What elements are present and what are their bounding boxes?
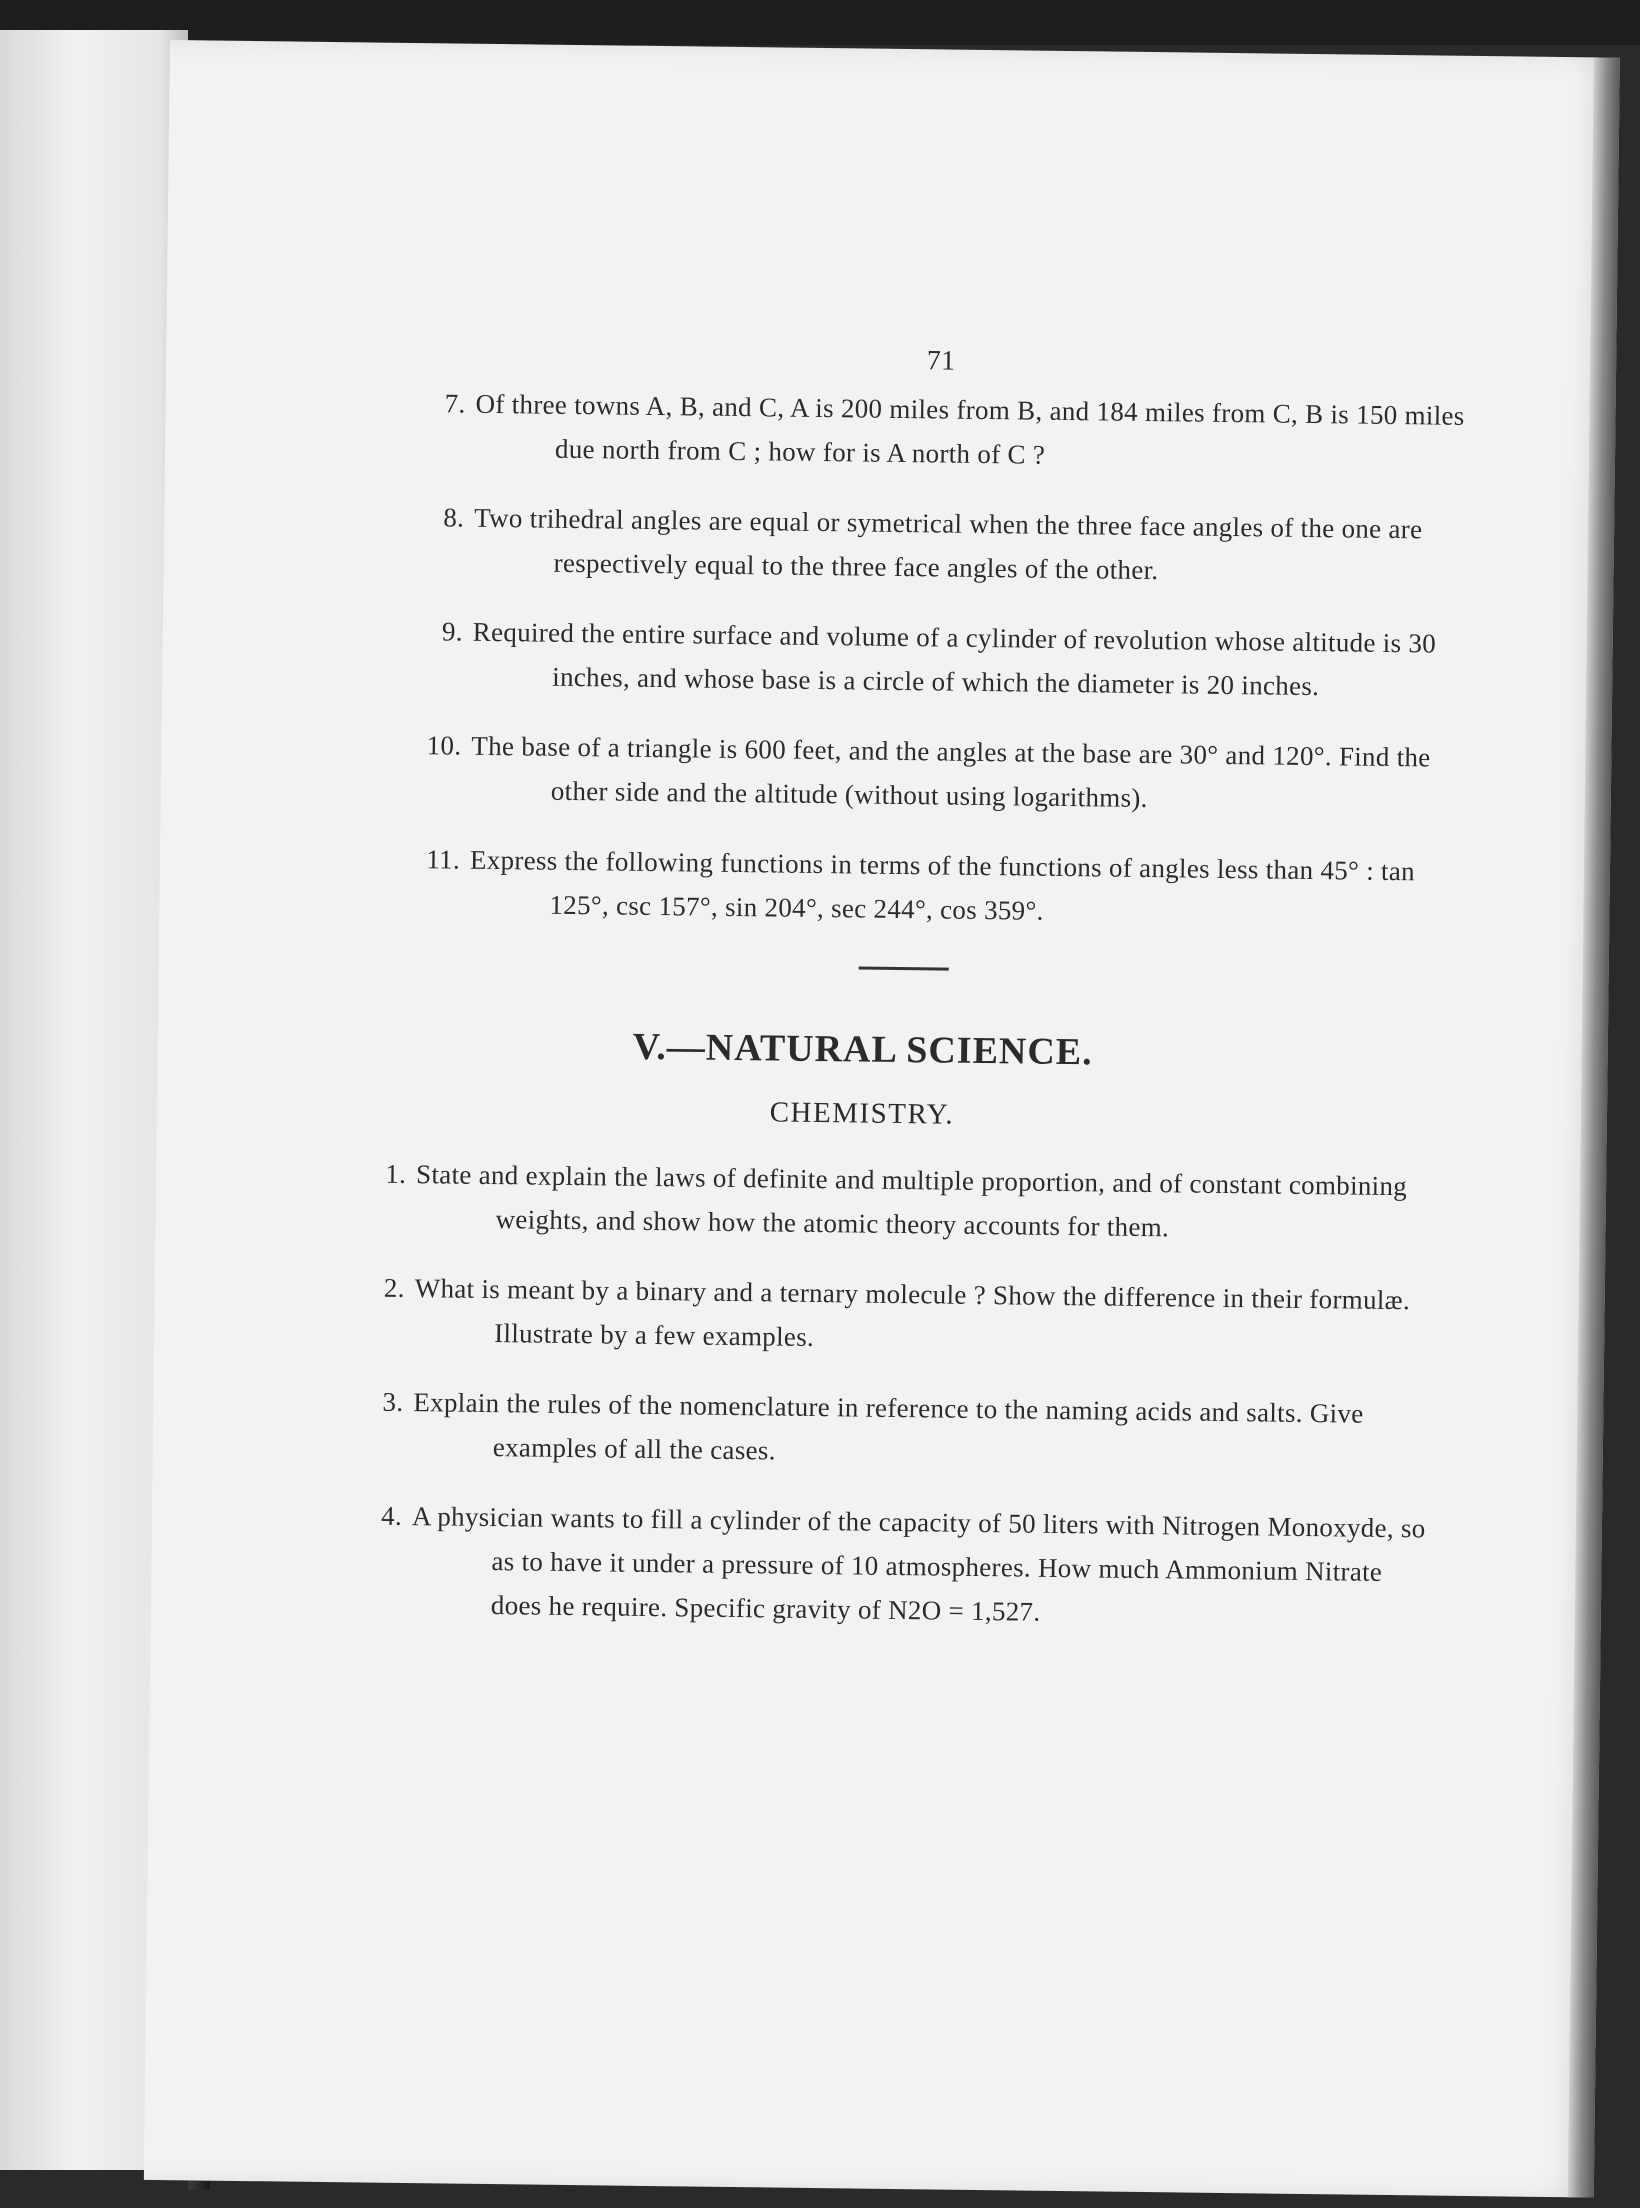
- question-number: 9.: [441, 616, 463, 647]
- scan-top-border: [0, 0, 1640, 45]
- question-text: Two trihedral angles are equal or symetrical when the three face angles of the one are respectively equal to the three face angles of the other.: [474, 502, 1423, 586]
- question-item: [393, 495, 1464, 596]
- question-text: Of three towns A, B, and C, A is 200 miles from B, and 184 miles from C, B is 150 miles due north from C ; how for is A north of C ?: [475, 388, 1465, 470]
- question-number: 7.: [444, 388, 466, 419]
- question-number: 8.: [443, 502, 465, 533]
- question-item: [395, 381, 1466, 482]
- question-number: 4.: [380, 1500, 403, 1531]
- question-item: [363, 1379, 1434, 1480]
- page-content: [380, 333, 1466, 1665]
- question-number: 3.: [382, 1386, 404, 1417]
- section-divider: [859, 966, 949, 970]
- section-title: V.—NATURAL SCIENCE.: [632, 1025, 1093, 1074]
- question-text: Express the following functions in terms of the functions of angles less than 45° : tan 125°, csc 157°, sin 204°, sec 244°, cos 359°.: [469, 844, 1416, 926]
- question-item: [365, 1151, 1436, 1252]
- question-text: A physician wants to fill a cylinder of the capacity of 50 liters with Nitrogen Monoxyde, so as to have it under a pressure of 10 atmospheres. How much Ammonium Nitrate does he require. Specific gravity of N2O = 1,527.: [411, 1501, 1426, 1627]
- question-text: What is meant by a binary and a ternary molecule ? Show the difference in their formulæ. Illustrate by a few examples.: [414, 1273, 1411, 1352]
- question-number: 1.: [385, 1158, 407, 1189]
- chemistry-questions: [361, 1151, 1437, 1638]
- page-number: 71: [926, 345, 956, 377]
- page-edge: [1568, 57, 1620, 2197]
- document-page: [144, 40, 1620, 2198]
- question-item: [391, 723, 1462, 824]
- question-item: [364, 1265, 1435, 1366]
- question-text: State and explain the laws of definite and multiple proportion, and of constant combining weights, and show how the atomic theory accounts for them.: [415, 1159, 1408, 1243]
- question-number: 11.: [426, 844, 461, 875]
- question-item: [389, 837, 1460, 938]
- question-item: [392, 609, 1463, 710]
- question-number: 10.: [426, 730, 462, 761]
- question-text: Required the entire surface and volume of a cylinder of revolution whose altitude is 30 inches, and whose base is a circle of which the diameter is 20 inches.: [472, 616, 1437, 702]
- question-text: Explain the rules of the nomenclature in reference to the naming acids and salts. Give examples of all the cases.: [413, 1387, 1364, 1466]
- question-text: The base of a triangle is 600 feet, and the angles at the base are 30° and 120°. Find the other side and the altitude (without using logarithms).: [471, 730, 1431, 814]
- question-item: [361, 1493, 1433, 1638]
- subsection-title: CHEMISTRY.: [769, 1096, 955, 1131]
- question-number: 2.: [383, 1272, 405, 1303]
